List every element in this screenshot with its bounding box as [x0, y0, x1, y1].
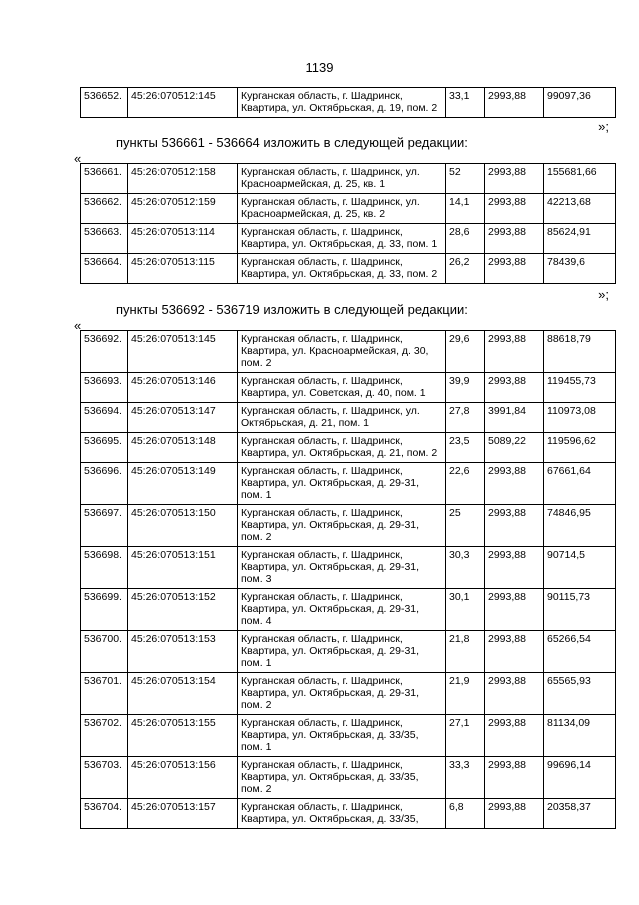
row-number: 536662. [81, 194, 128, 224]
total-value: 88618,79 [544, 331, 616, 373]
table-row [81, 373, 616, 403]
total-value: 78439,6 [544, 254, 616, 284]
rate-value: 2993,88 [485, 194, 544, 224]
closing-quote-2: »; [598, 287, 609, 302]
area-value: 26,2 [446, 254, 485, 284]
cadastral-number: 45:26:070512:158 [128, 164, 238, 194]
area-value: 21,8 [446, 631, 485, 673]
rate-value: 2993,88 [485, 463, 544, 505]
address: Курганская область, г. Шадринск, ул. Октябрьская, д. 21, пом. 1 [238, 403, 446, 433]
rate-value: 2993,88 [485, 373, 544, 403]
rate-value: 2993,88 [485, 164, 544, 194]
row-number: 536694. [81, 403, 128, 433]
table-row [81, 88, 616, 118]
address: Курганская область, г. Шадринск, Квартира, ул. Октябрьская, д. 33/35, [238, 799, 446, 829]
cadastral-number: 45:26:070513:150 [128, 505, 238, 547]
total-value: 81134,09 [544, 715, 616, 757]
address: Курганская область, г. Шадринск, Квартира, ул. Октябрьская, д. 29-31, пом. 2 [238, 505, 446, 547]
area-value: 33,1 [446, 88, 485, 118]
address: Курганская область, г. Шадринск, Квартира, ул. Красноармейская, д. 30, пом. 2 [238, 331, 446, 373]
cadastral-number: 45:26:070513:152 [128, 589, 238, 631]
table-row [81, 194, 616, 224]
table-row [81, 331, 616, 373]
section-heading-1: пункты 536661 - 536664 изложить в следующей редакции: [116, 135, 468, 150]
rate-value: 2993,88 [485, 88, 544, 118]
area-value: 25 [446, 505, 485, 547]
row-number: 536701. [81, 673, 128, 715]
cadastral-number: 45:26:070513:145 [128, 331, 238, 373]
table-row [81, 254, 616, 284]
area-value: 30,1 [446, 589, 485, 631]
area-value: 23,5 [446, 433, 485, 463]
row-number: 536663. [81, 224, 128, 254]
area-value: 29,6 [446, 331, 485, 373]
address: Курганская область, г. Шадринск, ул. Красноармейская, д. 25, кв. 1 [238, 164, 446, 194]
cadastral-number: 45:26:070512:159 [128, 194, 238, 224]
rate-value: 2993,88 [485, 589, 544, 631]
table-row [81, 589, 616, 631]
registry-table-3 [80, 330, 616, 829]
area-value: 30,3 [446, 547, 485, 589]
area-value: 33,3 [446, 757, 485, 799]
cadastral-number: 45:26:070513:155 [128, 715, 238, 757]
total-value: 42213,68 [544, 194, 616, 224]
address: Курганская область, г. Шадринск, Квартира, ул. Октябрьская, д. 19, пом. 2 [238, 88, 446, 118]
total-value: 65266,54 [544, 631, 616, 673]
table-row [81, 164, 616, 194]
address: Курганская область, г. Шадринск, Квартира, ул. Октябрьская, д. 21, пом. 2 [238, 433, 446, 463]
address: Курганская область, г. Шадринск, Квартира, ул. Октябрьская, д. 29-31, пом. 1 [238, 463, 446, 505]
total-value: 85624,91 [544, 224, 616, 254]
table-row [81, 799, 616, 829]
table-row [81, 715, 616, 757]
row-number: 536703. [81, 757, 128, 799]
area-value: 39,9 [446, 373, 485, 403]
area-value: 52 [446, 164, 485, 194]
total-value: 90115,73 [544, 589, 616, 631]
area-value: 14,1 [446, 194, 485, 224]
cadastral-number: 45:26:070513:146 [128, 373, 238, 403]
total-value: 65565,93 [544, 673, 616, 715]
total-value: 90714,5 [544, 547, 616, 589]
row-number: 536704. [81, 799, 128, 829]
rate-value: 2993,88 [485, 254, 544, 284]
rate-value: 2993,88 [485, 505, 544, 547]
area-value: 27,8 [446, 403, 485, 433]
page-number: 1139 [305, 60, 334, 75]
row-number: 536702. [81, 715, 128, 757]
area-value: 22,6 [446, 463, 485, 505]
address: Курганская область, г. Шадринск, Квартира, ул. Октябрьская, д. 29-31, пом. 3 [238, 547, 446, 589]
total-value: 67661,64 [544, 463, 616, 505]
row-number: 536697. [81, 505, 128, 547]
total-value: 99696,14 [544, 757, 616, 799]
total-value: 20358,37 [544, 799, 616, 829]
table-row [81, 631, 616, 673]
address: Курганская область, г. Шадринск, Квартира, ул. Октябрьская, д. 29-31, пом. 1 [238, 631, 446, 673]
row-number: 536698. [81, 547, 128, 589]
row-number: 536664. [81, 254, 128, 284]
total-value: 155681,66 [544, 164, 616, 194]
row-number: 536661. [81, 164, 128, 194]
cadastral-number: 45:26:070513:148 [128, 433, 238, 463]
address: Курганская область, г. Шадринск, Квартира, ул. Октябрьская, д. 33, пом. 2 [238, 254, 446, 284]
table-row [81, 463, 616, 505]
cadastral-number: 45:26:070513:114 [128, 224, 238, 254]
area-value: 27,1 [446, 715, 485, 757]
total-value: 74846,95 [544, 505, 616, 547]
address: Курганская область, г. Шадринск, Квартира, ул. Октябрьская, д. 29-31, пом. 4 [238, 589, 446, 631]
area-value: 21,9 [446, 673, 485, 715]
address: Курганская область, г. Шадринск, Квартира, ул. Октябрьская, д. 33/35, пом. 1 [238, 715, 446, 757]
rate-value: 2993,88 [485, 799, 544, 829]
area-value: 6,8 [446, 799, 485, 829]
row-number: 536695. [81, 433, 128, 463]
rate-value: 5089,22 [485, 433, 544, 463]
row-number: 536700. [81, 631, 128, 673]
row-number: 536652. [81, 88, 128, 118]
registry-table-1 [80, 87, 616, 118]
address: Курганская область, г. Шадринск, Квартира, ул. Октябрьская, д. 33/35, пом. 2 [238, 757, 446, 799]
cadastral-number: 45:26:070513:151 [128, 547, 238, 589]
closing-quote-1: »; [598, 119, 609, 134]
total-value: 119455,73 [544, 373, 616, 403]
rate-value: 3991,84 [485, 403, 544, 433]
table-row [81, 224, 616, 254]
rate-value: 2993,88 [485, 631, 544, 673]
total-value: 110973,08 [544, 403, 616, 433]
table-row [81, 403, 616, 433]
rate-value: 2993,88 [485, 224, 544, 254]
rate-value: 2993,88 [485, 331, 544, 373]
address: Курганская область, г. Шадринск, Квартира, ул. Октябрьская, д. 33, пом. 1 [238, 224, 446, 254]
address: Курганская область, г. Шадринск, Квартира, ул. Октябрьская, д. 29-31, пом. 2 [238, 673, 446, 715]
opening-quote-1: « [74, 151, 82, 166]
cadastral-number: 45:26:070513:156 [128, 757, 238, 799]
opening-quote-2: « [74, 318, 82, 333]
table-row [81, 505, 616, 547]
row-number: 536699. [81, 589, 128, 631]
table-row [81, 547, 616, 589]
cadastral-number: 45:26:070513:115 [128, 254, 238, 284]
row-number: 536693. [81, 373, 128, 403]
address: Курганская область, г. Шадринск, Квартира, ул. Советская, д. 40, пом. 1 [238, 373, 446, 403]
rate-value: 2993,88 [485, 715, 544, 757]
total-value: 99097,36 [544, 88, 616, 118]
cadastral-number: 45:26:070513:149 [128, 463, 238, 505]
rate-value: 2993,88 [485, 673, 544, 715]
cadastral-number: 45:26:070513:147 [128, 403, 238, 433]
cadastral-number: 45:26:070512:145 [128, 88, 238, 118]
cadastral-number: 45:26:070513:154 [128, 673, 238, 715]
cadastral-number: 45:26:070513:157 [128, 799, 238, 829]
table-row [81, 673, 616, 715]
table-row [81, 757, 616, 799]
section-heading-2: пункты 536692 - 536719 изложить в следующей редакции: [116, 302, 468, 317]
table-row [81, 433, 616, 463]
row-number: 536692. [81, 331, 128, 373]
registry-table-2 [80, 163, 616, 284]
total-value: 119596,62 [544, 433, 616, 463]
address: Курганская область, г. Шадринск, ул. Красноармейская, д. 25, кв. 2 [238, 194, 446, 224]
rate-value: 2993,88 [485, 757, 544, 799]
area-value: 28,6 [446, 224, 485, 254]
row-number: 536696. [81, 463, 128, 505]
cadastral-number: 45:26:070513:153 [128, 631, 238, 673]
rate-value: 2993,88 [485, 547, 544, 589]
